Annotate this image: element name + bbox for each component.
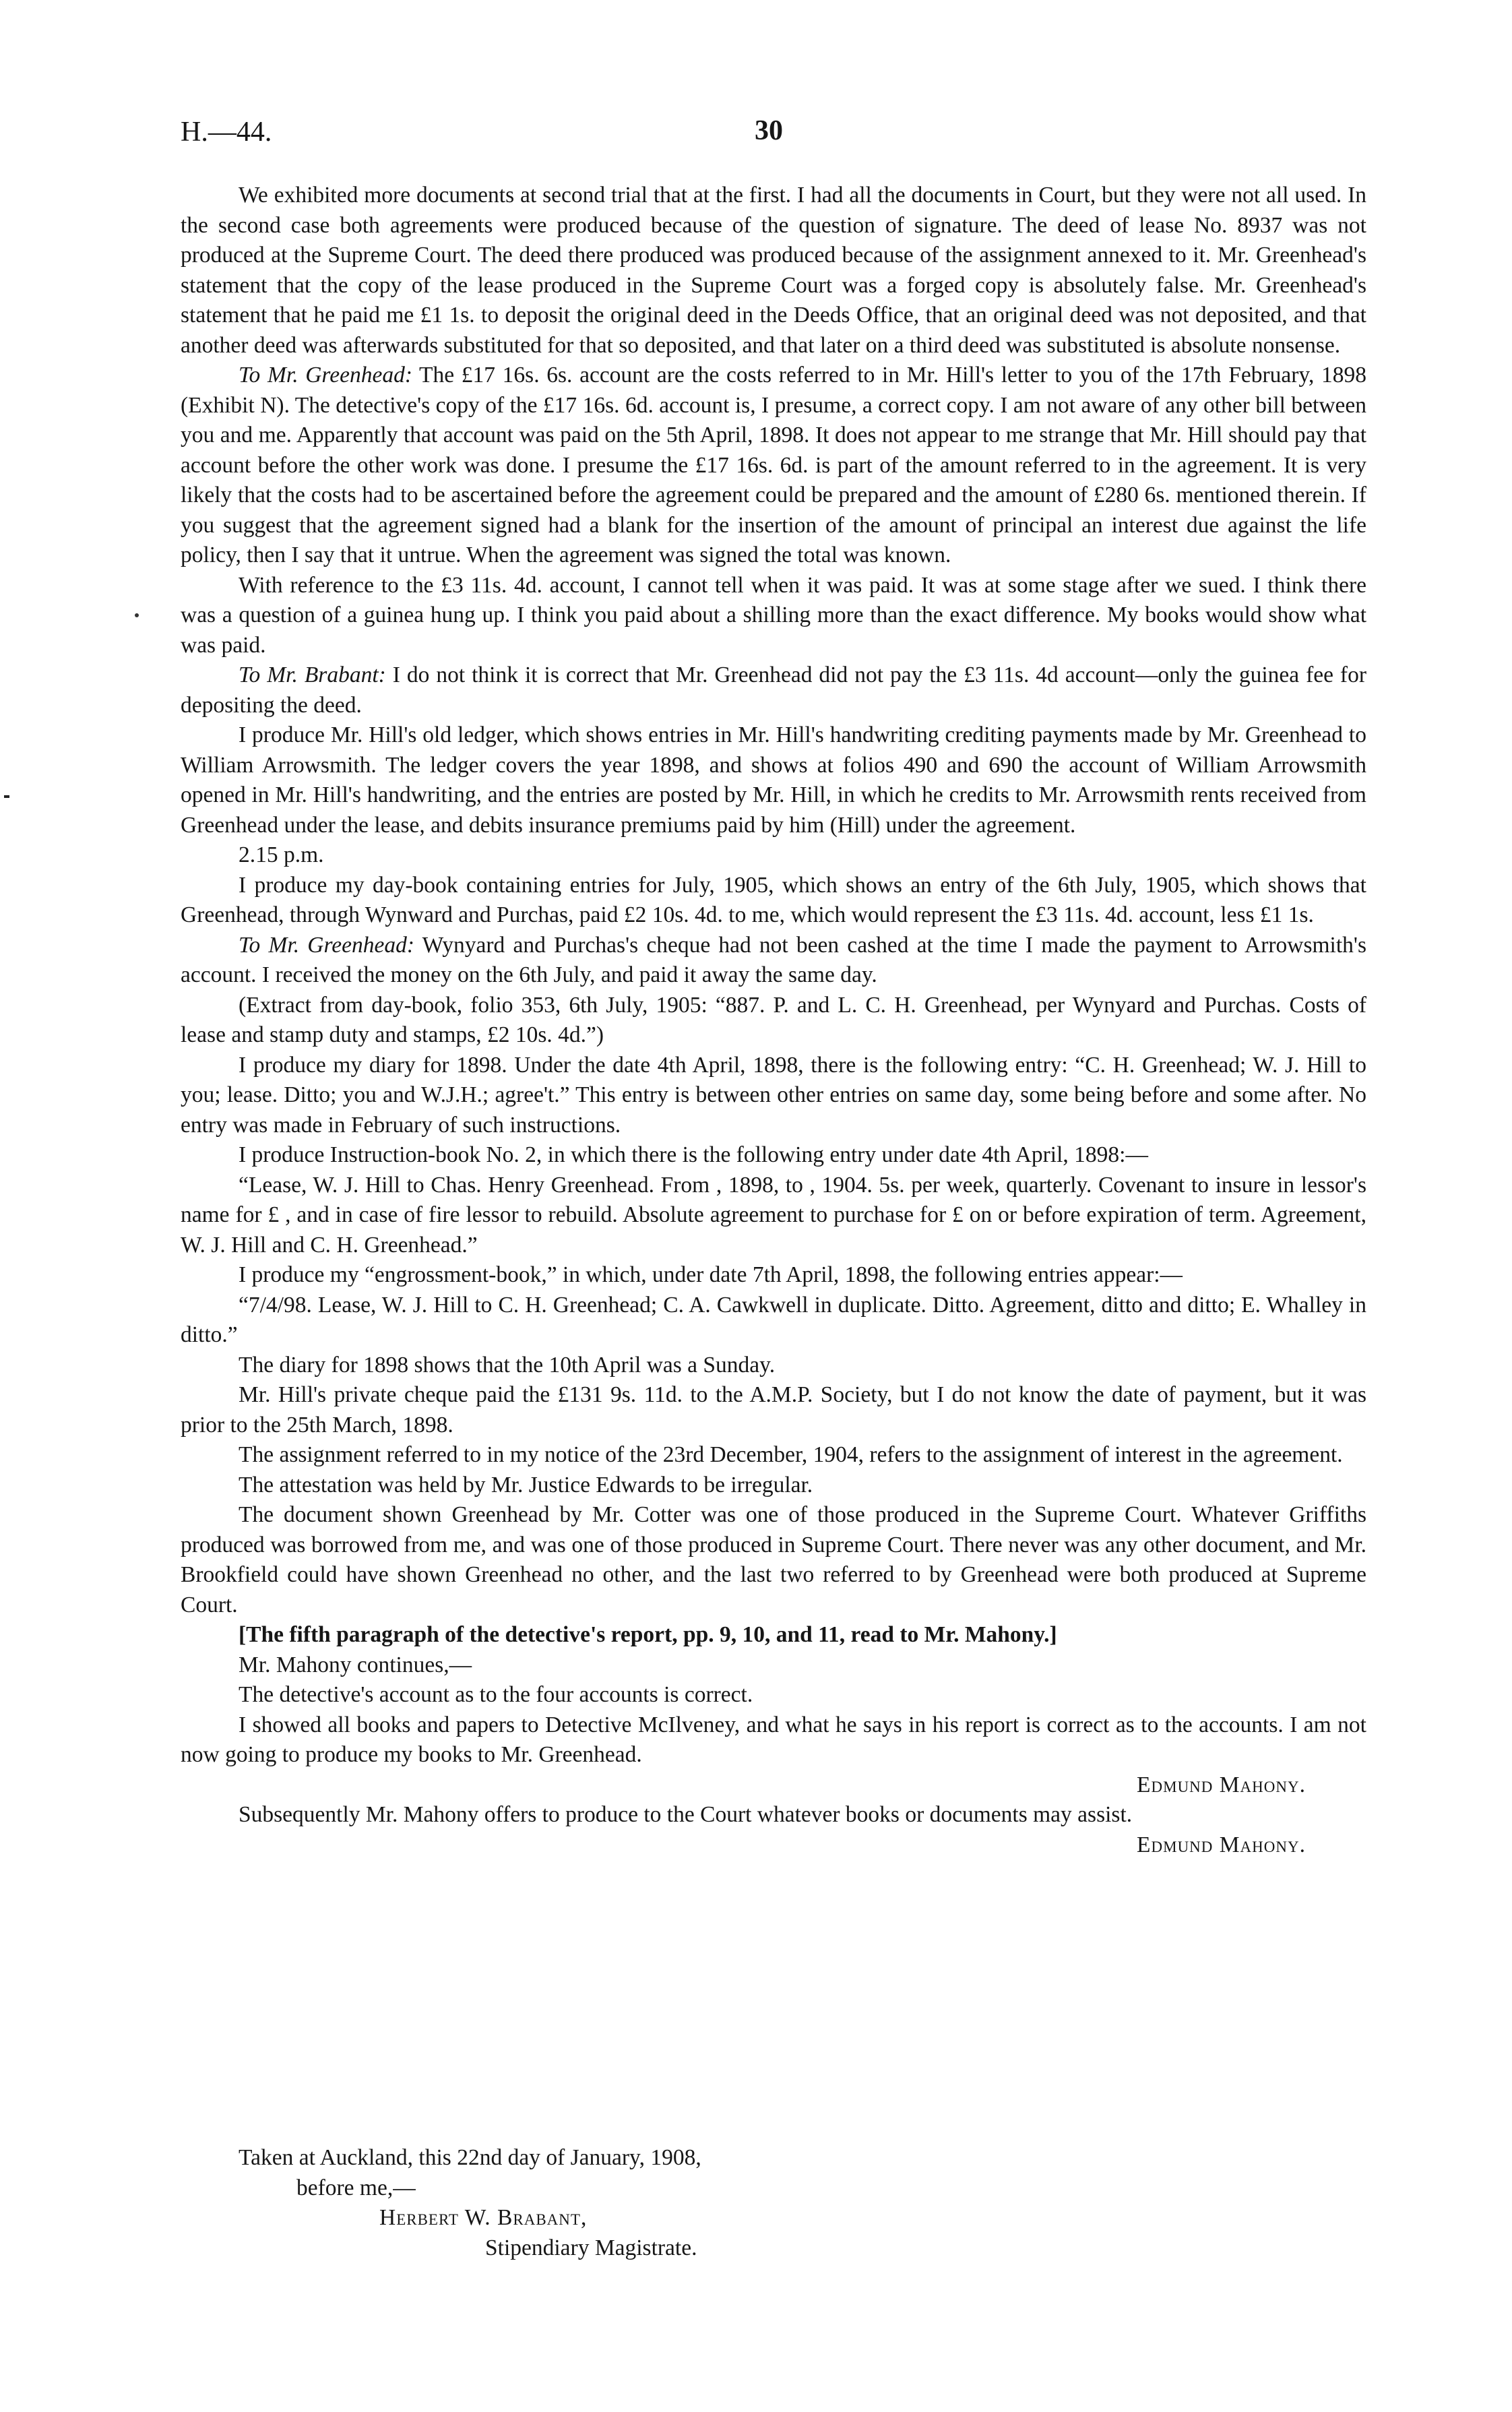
paragraph-text: I produce Instruction-book No. 2, in which there is the following entry under date 4th April, 1898:— [239,1142,1148,1167]
paragraph-text: I produce my day-book containing entries for July, 1905, which shows an entry of the 6th July, 1905, which shows that Greenhead, through Wynward and Purchas, paid £2 10s. 4d. to me, which would represent the £3 11s. 4d. account, less £1 1s. [181,872,1366,927]
paragraph-text: The £17 16s. 6s. account are the costs referred to in Mr. Hill's letter to you of the 17th February, 1898 (Exhibit N). The detective's copy of the £17 16s. 6d. account is, I presume, a correct copy. I am not aware of any other bill between you and me. Apparently that account was paid on the 5th April, 1898. It does not appear to me strange that Mr. Hill should pay that account before the other work was done. I presume the £17 16s. 6d. is part of the amount referred to in the agreement. It is very likely that the costs had to be ascertained before the agreement could be prepared and the amount of £280 6s. mentioned therein. If you suggest that the agreement signed had a blank for the insertion of the amount of principal an interest due against the life policy, then I say that it untrue. When the agreement was signed the total was known. [181,363,1366,567]
paragraph-text: The assignment referred to in my notice of the 23rd December, 1904, refers to the assignment of interest in the agreement. [239,1442,1343,1467]
paragraph-text: “7/4/98. Lease, W. J. Hill to C. H. Greenhead; C. A. Cawkwell in duplicate. Ditto. Agreement, ditto and ditto; E. Whalley in ditto.” [181,1292,1366,1347]
paragraph [181,1291,1366,1351]
paragraph [181,840,1366,871]
paragraph-text: The diary for 1898 shows that the 10th April was a Sunday. [239,1352,776,1378]
paragraph [181,1351,1366,1381]
paragraph [181,991,1366,1051]
paragraph-text: “Lease, W. J. Hill to Chas. Henry Greenhead. From , 1898, to , 1904. 5s. per week, quarterly. Covenant to insure in lessor's name for £ , and in case of fire lessor to rebuild. Absolute agreement to purchase for £ on or before expiration of term. Agreement, W. J. Hill and C. H. Greenhead.” [181,1172,1366,1258]
paragraph-text: The detective's account as to the four accounts is correct. [239,1682,753,1707]
paragraph [181,1650,1366,1681]
margin-dot [135,613,139,617]
paragraph-text: I produce Mr. Hill's old ledger, which shows entries in Mr. Hill's handwriting crediting payments made by Mr. Greenhead to William Arrowsmith. The ledger covers the year 1898, and shows at folios 490 and 690 the account of William Arrowsmith opened in Mr. Hill's handwriting, and the entries are posted by Mr. Hill, in which he credits to Mr. Arrowsmith rents received from Greenhead under the lease, and debits insurance premiums paid by him (Hill) under the agreement. [181,722,1366,838]
paragraph [181,1471,1366,1501]
jurat-magistrate-name: Herbert W. Brabant, [379,2205,588,2230]
paragraph [181,1260,1366,1291]
paragraph-text: 2.15 p.m. [239,842,324,867]
margin-mark [4,795,9,798]
jurat-before-me: before me,— [296,2175,416,2200]
paragraph-text: Subsequently Mr. Mahony offers to produce to the Court whatever books or documents may assist. [239,1802,1133,1827]
paragraph-text: I showed all books and papers to Detective McIlveney, and what he says in his report is correct as to the accounts. I am not now going to produce my books to Mr. Greenhead. [181,1712,1366,1767]
paragraph [181,571,1366,661]
bracketed-note: [The fifth paragraph of the detective's report, pp. 9, 10, and 11, read to Mr. Mahony.] [239,1622,1057,1647]
paragraph-text: The attestation was held by Mr. Justice Edwards to be irregular. [239,1472,813,1497]
paragraph [181,1680,1366,1710]
paragraph [181,1051,1366,1141]
signature-line: Edmund Mahony. [1137,1772,1306,1797]
paragraph [181,720,1366,840]
paragraph [181,660,1366,720]
paragraph [181,361,1366,571]
paragraph-text: I produce my diary for 1898. Under the date 4th April, 1898, there is the following entry: “C. H. Greenhead; W. J. Hill to you; lease. Ditto; you and W.J.H.; agree't.” This entry is between other entries on same day, some being before and some after. No entry was made in February of such instructions. [181,1052,1366,1138]
paragraph [181,1440,1366,1471]
paragraph [181,931,1366,991]
examiner-prefix: To Mr. Brabant: [239,662,386,687]
paragraph-text: We exhibited more documents at second trial that at the first. I had all the documents in Court, but they were not all used. In the second case both agreements were produced because of the question of signature. The deed of lease No. 8937 was not produced at the Supreme Court. The deed there produced was produced because of the assignment annexed to it. Mr. Greenhead's statement that the copy of the lease produced in the Supreme Court was a forged copy is absolutely false. Mr. Greenhead's statement that he paid me £1 1s. to deposit the original deed in the Deeds Office, that an original deed was not deposited, and that another deed was afterwards substituted for that so deposited, and that later on a third deed was substituted is absolute nonsense. [181,183,1366,358]
document-body [181,181,1366,1860]
paragraph-text: Mr. Mahony continues,— [239,1652,472,1677]
jurat-magistrate-title: Stipendiary Magistrate. [485,2235,697,2260]
jurat-block [181,2140,1366,2263]
signature-line: Edmund Mahony. [1137,1832,1306,1857]
paragraph-text: (Extract from day-book, folio 353, 6th July, 1905: “887. P. and L. C. H. Greenhead, per Wynyard and Purchas. Costs of lease and stamp duty and stamps, £2 10s. 4d.”) [181,992,1366,1047]
jurat-place-date: Taken at Auckland, this 22nd day of January, 1908, [239,2145,701,2170]
paragraph [181,871,1366,931]
paragraph-text: The document shown Greenhead by Mr. Cotter was one of those produced in the Supreme Court. Whatever Griffiths produced was borrowed from me, and was one of those produced in Supreme Court. There never was any other document, and Mr. Brookfield could have shown Greenhead no other, and the last two referred to by Greenhead were both produced at Supreme Court. [181,1502,1366,1617]
paragraph-text: With reference to the £3 11s. 4d. account, I cannot tell when it was paid. It was at some stage after we sued. I think there was a question of a guinea hung up. I think you paid about a shilling more than the exact difference. My books would show what was paid. [181,572,1366,658]
section-code: H.—44. [181,117,272,148]
examiner-prefix: To Mr. Greenhead: [239,932,415,958]
paragraph-with-signature [181,1800,1366,1857]
paragraph [181,1380,1366,1440]
paragraph-text: Mr. Hill's private cheque paid the £131 9s. 11d. to the A.M.P. Society, but I do not know the date of payment, but it was prior to the 25th March, 1898. [181,1382,1366,1437]
paragraph [181,1500,1366,1620]
paragraph-text: I do not think it is correct that Mr. Greenhead did not pay the £3 11s. 4d account—only the guinea fee for depositing the deed. [181,662,1366,718]
page-number: 30 [755,115,783,146]
examiner-prefix: To Mr. Greenhead: [239,363,412,388]
paragraph-text: I produce my “engrossment-book,” in which, under date 7th April, 1898, the following entries appear:— [239,1262,1183,1287]
paragraph [181,181,1366,361]
paragraph-text: Wynyard and Purchas's cheque had not been cashed at the time I made the payment to Arrowsmith's account. I received the money on the 6th July, and paid it away the same day. [181,932,1366,987]
paragraph [181,1171,1366,1261]
paragraph [181,1140,1366,1171]
paragraph [181,1710,1366,1770]
